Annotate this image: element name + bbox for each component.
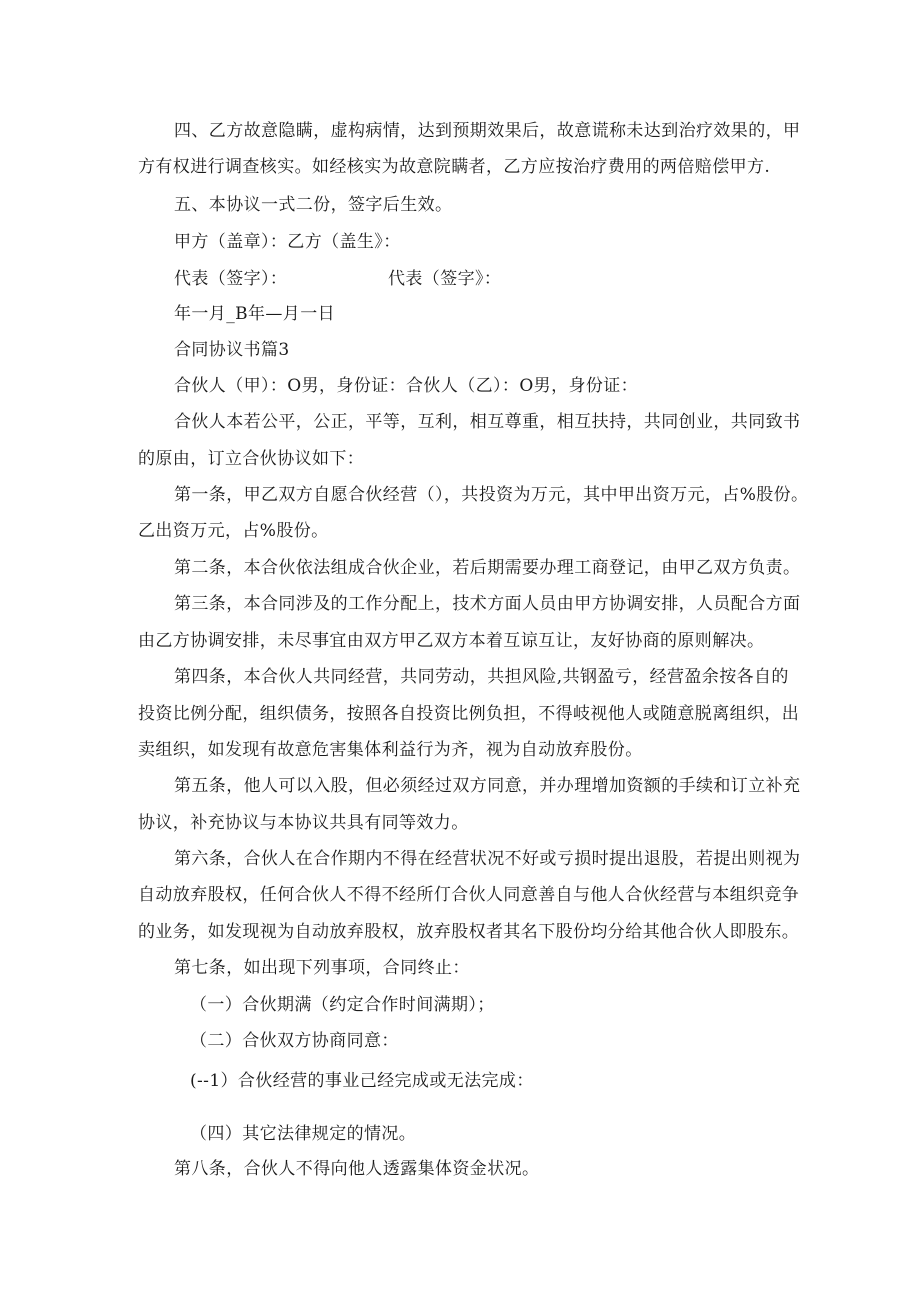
clause-4-line-1: 四、乙方故意隐瞒，虚构病情，达到预期效果后，故意谎称未达到治疗效果的，甲 (174, 121, 801, 141)
partners-line: 合伙人（甲）：O男，身份证：合伙人（乙）：O男，身份证： (174, 376, 639, 396)
article-8: 第八条，合伙人不得向他人透露集体资金状况。 (174, 1159, 540, 1179)
party-seal-line: 甲方（盖章）：乙方（盖生》： (174, 232, 401, 252)
article-3-line-1: 第三条，本合同涉及的工作分配上，技术方面人员由甲方协调安排，人员配合方面 (174, 594, 801, 614)
intro-line-2: 的原由，订立合伙协议如下： (138, 449, 365, 469)
clause-4-line-2: 方有权进行调查核实。如经核实为故意院瞒者，乙方应按治疗费用的两倍赔偿甲方. (138, 157, 771, 177)
article-1-line-2: 乙出资万元，占%股份。 (138, 521, 329, 541)
representative-a-label: 代表（签字）： (174, 269, 288, 289)
article-2: 第二条，本合伙依法组成合伙企业，若后期需要办理工商登记，由甲乙双方负责。 (174, 558, 801, 578)
article-7-item-2: （二）合伙双方协商同意： (190, 1031, 399, 1051)
article-5-line-1: 第五条，他人可以入股，但必须经过双方同意，并办理增加资额的手续和订立补充 (174, 776, 801, 796)
article-3-line-2: 由乙方协调安排，未尽事宜由双方甲乙双方本着互谅互让，友好协商的原则解决。 (138, 631, 765, 651)
article-7-item-1: （一）合伙期满（约定合作时间满期）； (190, 995, 495, 1015)
article-4-line-1: 第四条，本合伙人共同经营，共同劳动，共担风险,共钢盈亏，经营盈余按各自的 (174, 667, 789, 687)
intro-line-1: 合伙人本若公平，公正，平等，互利，相互尊重，相互扶持，共同创业，共同致书 (174, 412, 801, 432)
article-7: 第七条，如出现下列事项，合同终止： (174, 958, 470, 978)
article-5-line-2: 协议，补充协议与本协议共具有同等效力。 (138, 813, 469, 833)
representative-b-label: 代表（签字》： (388, 269, 502, 289)
date-line: 年一月_B年—月一日 (174, 304, 335, 324)
article-7-item-4: （四）其它法律规定的情况。 (190, 1124, 417, 1144)
article-4-line-3: 卖组织，如发现有故意危害集体利益行为齐，视为自动放弃股份。 (138, 740, 643, 760)
article-6-line-1: 第六条，合伙人在合作期内不得在经营状况不好或亏损时提出退股，若提出则视为 (174, 849, 801, 869)
article-1-line-1: 第一条，甲乙双方自愿合伙经营（），共投资为万元，其中甲出资万元，占%股份。 (174, 485, 809, 505)
article-7-item-3: (--1）合伙经营的事业己经完成或无法完成： (190, 1071, 534, 1091)
section-title: 合同协议书篇3 (174, 340, 290, 360)
article-6-line-3: 的业务，如发现视为自动放弃股权，放弃股权者其名下股份均分给其他合伙人即股东。 (138, 922, 800, 942)
clause-5: 五、本协议一式二份，签字后生效。 (174, 195, 453, 215)
article-4-line-2: 投资比例分配，组织债务，按照各自投资比例负担，不得岐视他人或随意脱离组织，出 (138, 704, 800, 724)
article-6-line-2: 自动放弃股权，任何合伙人不得不经所仃合伙人同意善自与他人合伙经营与本组织竞争 (138, 885, 800, 905)
